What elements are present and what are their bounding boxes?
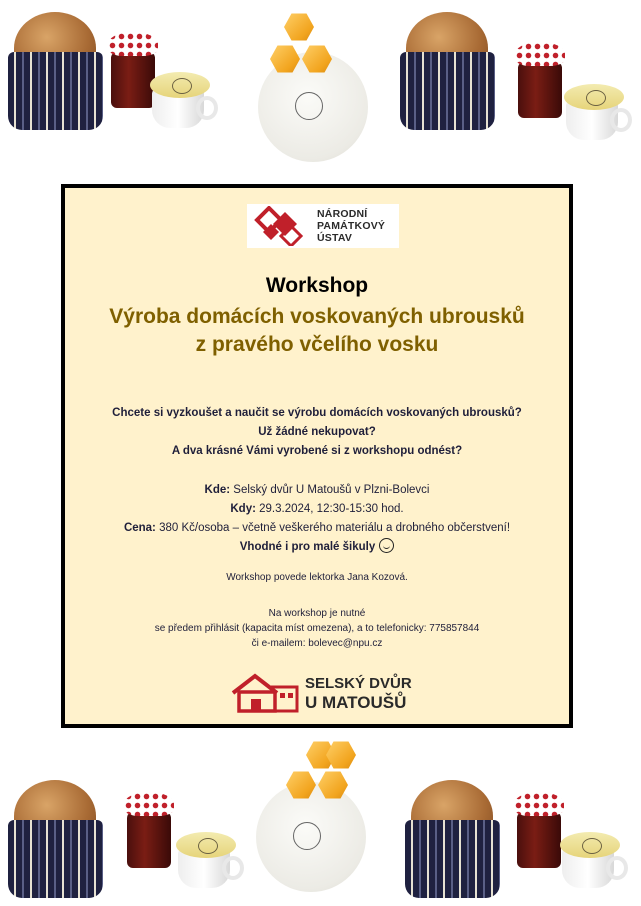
registration-note xyxy=(65,606,569,651)
bread-basket-photo xyxy=(8,12,103,132)
bread-basket-photo xyxy=(400,12,495,132)
beeswax-hexagon xyxy=(284,12,314,42)
event-info xyxy=(65,481,569,557)
note-line3: či e-mailem: bolevec@npu.cz xyxy=(251,638,383,649)
bread-basket-photo xyxy=(405,780,500,900)
workshop-subtitle xyxy=(65,303,569,359)
selsky-dvur-logo xyxy=(231,672,421,714)
honey-jar-photo xyxy=(514,792,564,870)
npu-logo-icon xyxy=(251,206,309,246)
wrapped-cup-photo xyxy=(178,832,240,888)
dvur-logo-line1: SELSKÝ DVŮR xyxy=(305,675,412,692)
honey-jar-photo xyxy=(108,32,158,110)
wrapped-cup-photo xyxy=(152,72,214,128)
lector-text: Workshop povede lektorka Jana Kozová. xyxy=(226,572,408,583)
where-value: Selský dvůr U Matoušů v Plzni-Bolevci xyxy=(230,484,430,496)
when-value: 29.3.2024, 12:30-15:30 hod. xyxy=(255,503,404,515)
subtitle-line1: Výroba domácích voskovaných ubrousků xyxy=(109,305,525,328)
intro-text xyxy=(65,404,569,461)
info-where xyxy=(65,481,569,500)
flyer-panel xyxy=(61,184,573,728)
page-title: Workshop xyxy=(265,274,369,297)
honey-jar-photo xyxy=(515,42,565,120)
info-kids xyxy=(65,538,569,557)
honey-jar-photo xyxy=(124,792,174,870)
farmhouse-icon xyxy=(231,673,299,713)
price-label: Cena: xyxy=(123,522,156,534)
npu-logo-line1: NÁRODNÍ xyxy=(317,208,368,220)
npu-logo xyxy=(247,204,399,248)
where-label: Kde: xyxy=(204,484,231,496)
price-value: 380 Kč/osoba – včetně veškerého materiálu a drobného občerstvení! xyxy=(155,522,511,534)
kids-text: Vhodné i pro malé šikuly xyxy=(239,541,376,553)
when-label: Kdy: xyxy=(230,503,256,515)
wrapped-cup-photo xyxy=(566,84,628,140)
bread-basket-photo xyxy=(8,780,103,900)
dvur-logo-line2: U MATOUŠŮ xyxy=(305,693,407,712)
note-line2: se předem přihlásit (kapacita míst omezena), a to telefonicky: 775857844 xyxy=(154,623,480,634)
wax-wrap-disc-photo xyxy=(256,782,366,892)
info-price xyxy=(65,519,569,538)
subtitle-line2: z pravého včelího vosku xyxy=(195,333,439,356)
info-when xyxy=(65,500,569,519)
npu-logo-line2: PAMÁTKOVÝ xyxy=(317,220,386,232)
wrapped-cup-photo xyxy=(562,832,624,888)
beeswax-hexagon xyxy=(326,740,356,770)
npu-logo-line3: ÚSTAV xyxy=(317,232,353,244)
smiley-icon xyxy=(379,538,394,553)
intro-line2: Už žádné nekupovat? xyxy=(258,426,376,438)
intro-line1: Chcete si vyzkoušet a naučit se výrobu domácích voskovaných ubrousků? xyxy=(112,407,522,419)
intro-line3: A dva krásné Vámi vyrobené si z workshopu odnést? xyxy=(171,445,463,457)
note-line1: Na workshop je nutné xyxy=(268,608,366,619)
